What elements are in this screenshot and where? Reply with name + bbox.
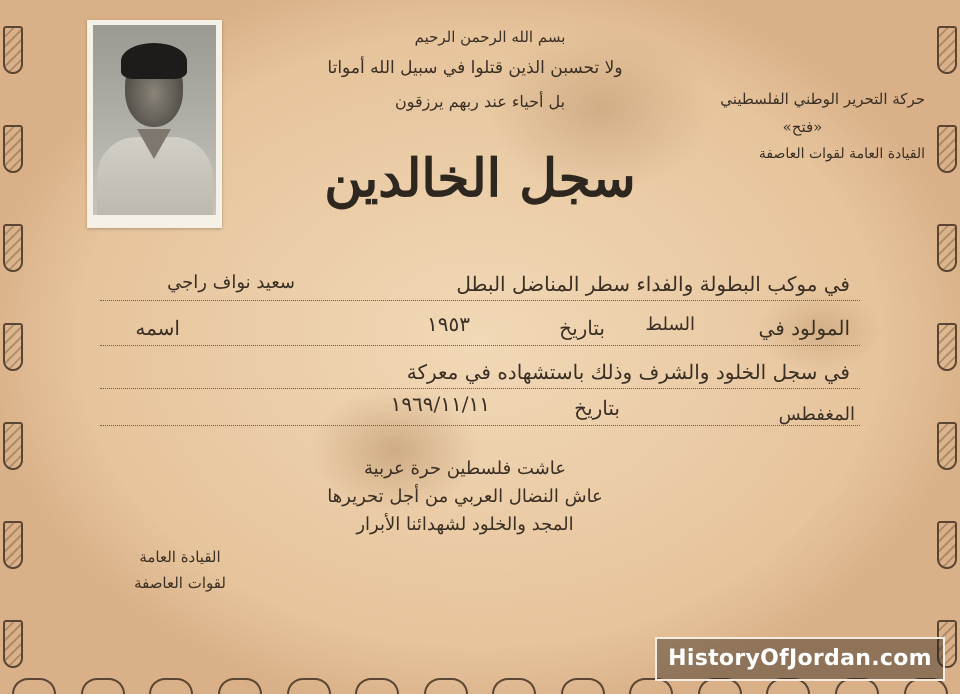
birth-year: ١٩٥٣ [427,312,470,336]
shield-ornament-icon [3,224,23,272]
dotted-line [100,388,860,389]
portrait-photo [87,20,222,228]
shield-ornament-icon [3,422,23,470]
arch-ornament-icon [12,678,56,694]
portrait-image [93,25,216,215]
birthplace: السلط [645,314,695,335]
battle-place: المغفطس [778,404,855,425]
basmala: بسم الله الرحمن الرحيم [414,28,566,46]
shield-ornament-icon [3,620,23,668]
quran-verse-line-2: بل أحياء عند ربهم يرزقون [394,92,566,111]
shield-ornament-icon [937,323,957,371]
organization-abbrev: «فتح» [782,118,823,136]
shield-ornament-icon [3,323,23,371]
portrait-hair [121,43,187,79]
arch-ornament-icon [492,678,536,694]
quran-verse-line-1: ولا تحسبن الذين قتلوا في سبيل الله أمواتا [327,58,623,78]
shield-ornament-icon [3,26,23,74]
shield-ornament-icon [937,125,957,173]
birth-date-label: بتاريخ [559,316,605,340]
motto-line-1: عاشت فلسطين حرة عربية [364,458,566,479]
organization-command: القيادة العامة لقوات العاصفة [758,146,925,162]
body-line-3-text: في سجل الخلود والشرف وذلك باستشهاده في معركة [406,360,850,384]
signature-line-1: القيادة العامة [139,548,221,566]
arch-ornament-icon [218,678,262,694]
shield-ornament-icon [3,125,23,173]
motto-line-3: المجد والخلود لشهدائنا الأبرار [356,514,574,535]
shield-ornament-icon [3,521,23,569]
arch-ornament-icon [149,678,193,694]
martyrdom-date-label: بتاريخ [574,396,620,420]
right-border-ornament [934,0,960,694]
shield-ornament-icon [937,26,957,74]
born-label: المولود في [758,316,850,340]
shield-ornament-icon [937,521,957,569]
dotted-line [100,345,860,346]
arch-ornament-icon [355,678,399,694]
arch-ornament-icon [424,678,468,694]
left-border-ornament [0,0,26,694]
dotted-line [100,300,860,301]
shield-ornament-icon [937,422,957,470]
martyrdom-date: ١٩٦٩/١١/١١ [390,392,490,416]
dotted-line [100,425,860,426]
arch-ornament-icon [561,678,605,694]
motto-line-2: عاش النضال العربي من أجل تحريرها [327,486,603,507]
signature-line-2: لقوات العاصفة [134,574,226,592]
certificate-title: سجل الخالدين [324,148,636,209]
martyr-name: سعيد نواف راجي [167,272,295,293]
name-label: اسمه [135,316,180,340]
shield-ornament-icon [937,224,957,272]
body-line-1-text: في موكب البطولة والفداء سطر المناضل البطل [456,272,850,296]
organization-name: حركة التحرير الوطني الفلسطيني [720,90,925,108]
arch-ornament-icon [287,678,331,694]
arch-ornament-icon [81,678,125,694]
site-watermark: HistoryOfJordan.com [655,637,945,681]
